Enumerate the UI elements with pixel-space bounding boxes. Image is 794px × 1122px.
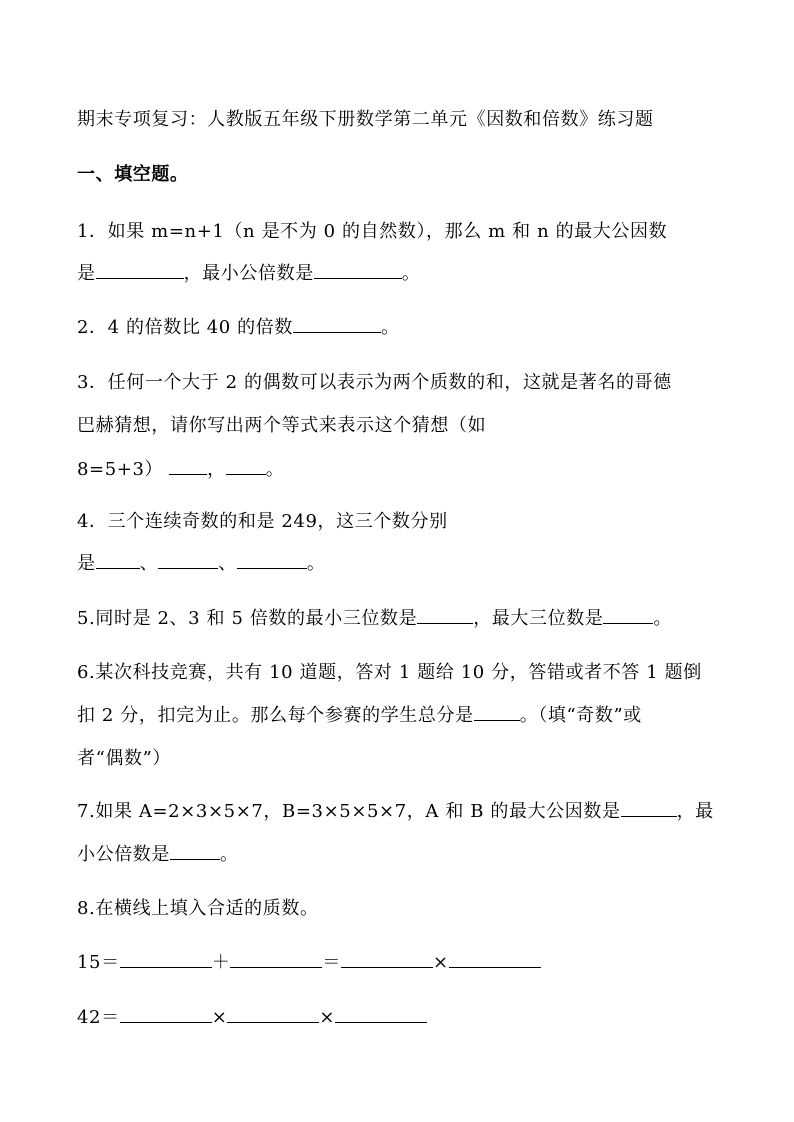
q1-line1: 1．如果 m=n+1（n 是不为 0 的自然数），那么 m 和 n 的最大公因数 [77, 221, 668, 242]
answer-blank[interactable] [226, 459, 266, 475]
q3-text-c: 。 [265, 459, 285, 480]
answer-blank[interactable] [474, 705, 520, 721]
q6-text-a: 扣 2 分，扣完为止。那么每个参赛的学生总分是 [77, 705, 474, 726]
q2-text: 2．4 的倍数比 40 的倍数 [77, 317, 293, 338]
q4-sep: 、 [218, 553, 237, 574]
q6-text-b: 。（填“奇数”或 [519, 705, 642, 726]
q4-text-a: 是 [77, 553, 96, 574]
answer-blank[interactable] [449, 952, 541, 968]
q7-line1 [77, 797, 714, 823]
answer-blank[interactable] [237, 553, 307, 569]
answer-blank[interactable] [120, 952, 212, 968]
document-title: 期末专项复习：人教版五年级下册数学第二单元《因数和倍数》练习题 [77, 109, 654, 130]
q4-end: 。 [306, 553, 326, 574]
section-heading: 一、填空题。 [77, 164, 189, 185]
answer-blank[interactable] [169, 459, 207, 475]
q4-line2 [77, 549, 325, 575]
q2-end: 。 [380, 317, 400, 338]
q4-line1: 4．三个连续奇数的和是 249，这三个数分别 [77, 511, 448, 532]
q1-text-a: 是 [77, 263, 96, 284]
answer-blank[interactable] [621, 801, 677, 817]
q8-line: 8.在横线上填入合适的质数。 [77, 898, 319, 919]
answer-blank[interactable] [335, 1007, 427, 1023]
q1-text-c: 。 [401, 263, 421, 284]
q4-sep: 、 [139, 553, 159, 574]
q2-line [77, 313, 400, 339]
q5-text-a: 5.同时是 2、3 和 5 倍数的最小三位数是 [77, 608, 418, 629]
q3-text-a: 8=5+3） [77, 459, 164, 480]
answer-blank[interactable] [603, 608, 653, 624]
q8-equation-42 [77, 1003, 427, 1029]
q8-eq2-lead: 42＝ [77, 1007, 120, 1028]
q5-text-b: ，最大三位数是 [473, 608, 604, 629]
q3-line1: 3．任何一个大于 2 的偶数可以表示为两个质数的和，这就是著名的哥德 [77, 372, 672, 393]
answer-blank[interactable] [158, 553, 218, 569]
q7-text-c: 小公倍数是 [77, 844, 170, 865]
answer-blank[interactable] [96, 553, 140, 569]
equals-sign: ＝ [322, 952, 341, 973]
times-sign: × [432, 952, 449, 973]
q5-line [77, 604, 672, 630]
times-sign: × [319, 1007, 336, 1028]
q7-text-a: 7.如果 A=2×3×5×7，B=3×5×5×7，A 和 B 的最大公因数是 [77, 801, 621, 822]
q6-line1: 6.某次科技竞赛，共有 10 道题，答对 1 题给 10 分，答错或者不答 1 题倒 [77, 662, 702, 683]
answer-blank[interactable] [230, 952, 322, 968]
answer-blank[interactable] [417, 608, 473, 624]
q5-text-c: 。 [653, 608, 673, 629]
q6-line2 [77, 701, 642, 727]
times-sign: × [211, 1007, 228, 1028]
answer-blank[interactable] [120, 1007, 212, 1023]
answer-blank[interactable] [227, 1007, 319, 1023]
answer-blank[interactable] [170, 844, 220, 860]
q3-text-b: ， [207, 459, 226, 480]
answer-blank[interactable] [293, 317, 381, 333]
q1-text-b: ，最小公倍数是 [183, 263, 314, 284]
answer-blank[interactable] [341, 952, 433, 968]
q3-line2: 巴赫猜想，请你写出两个等式来表示这个猜想（如 [77, 415, 487, 436]
q1-line2 [77, 259, 420, 285]
q7-text-d: 。 [220, 844, 239, 865]
q8-equation-15 [77, 948, 541, 974]
q7-line2 [77, 840, 239, 866]
q6-line3: 者“偶数”） [77, 748, 172, 769]
q8-eq1-lead: 15＝ [77, 952, 120, 973]
q7-text-b: ，最 [676, 801, 714, 822]
q3-line3 [77, 455, 284, 481]
plus-sign: ＋ [211, 952, 231, 973]
answer-blank[interactable] [314, 263, 402, 279]
answer-blank[interactable] [96, 263, 184, 279]
